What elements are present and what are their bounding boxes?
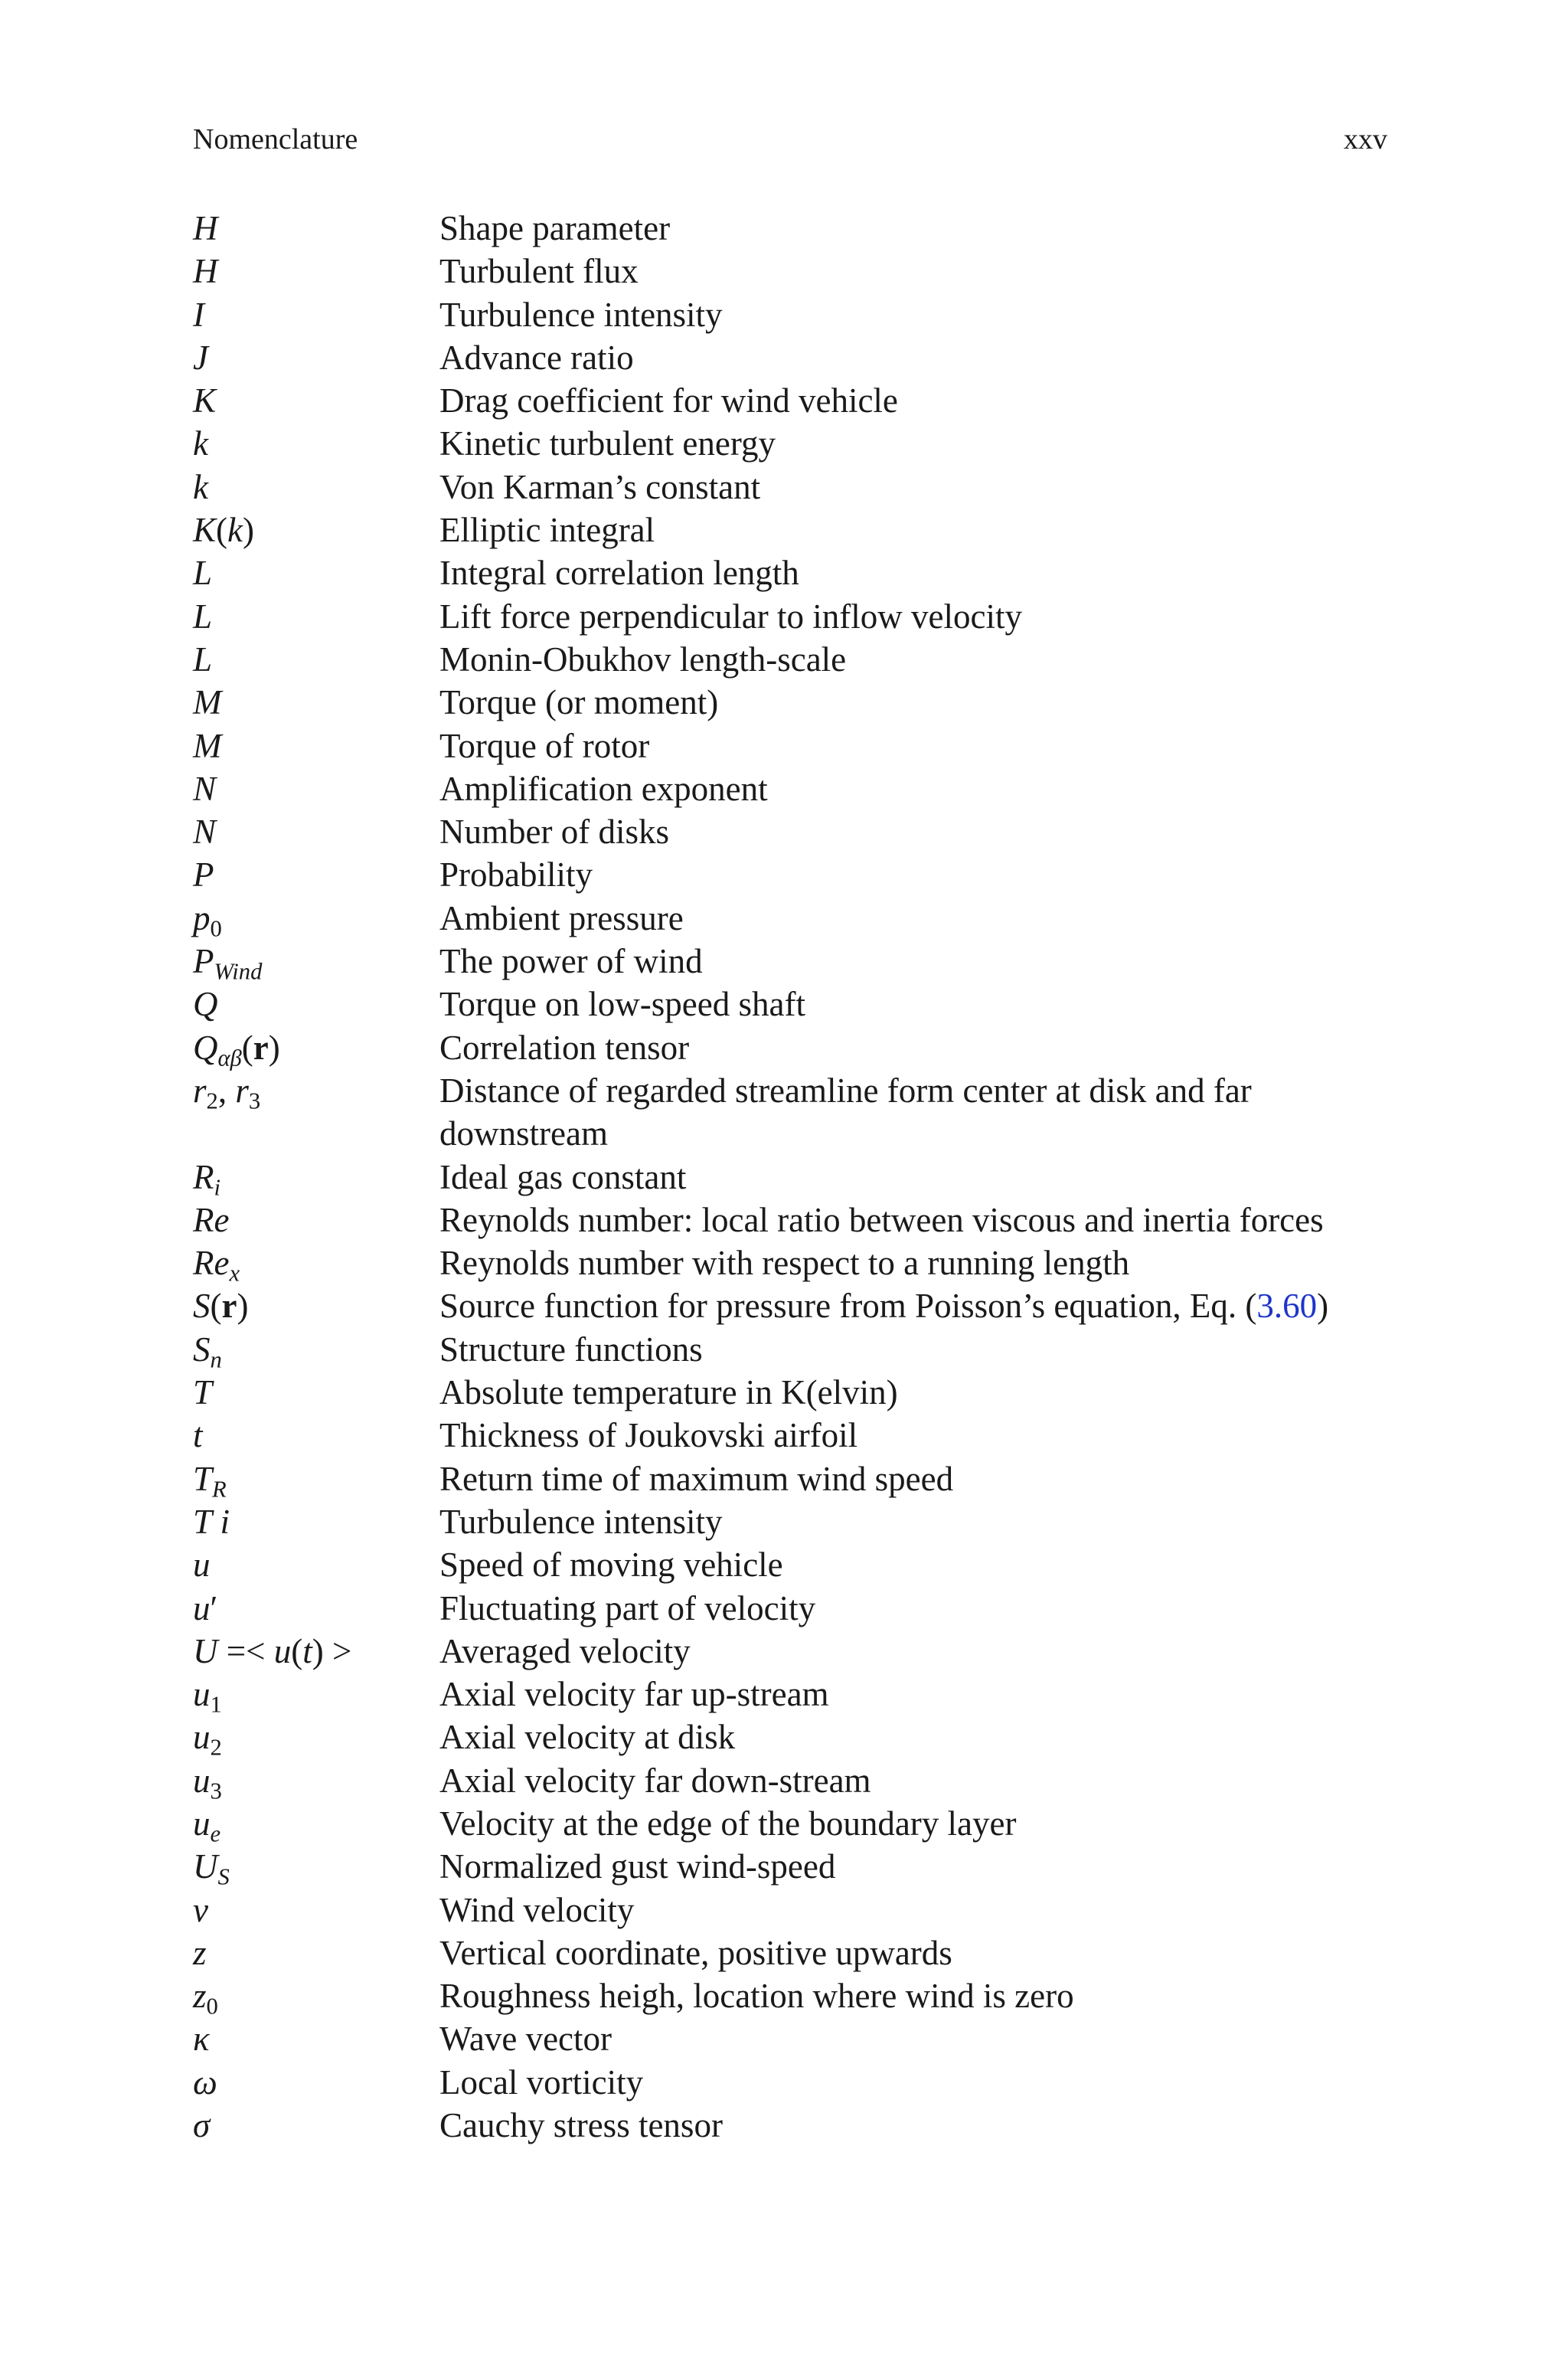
nomenclature-entry (193, 1457, 1387, 1503)
entry-description: Cauchy stress tensor (439, 2106, 723, 2145)
nomenclature-entry (193, 1500, 1387, 1543)
entry-description: Monin-Obukhov length-scale (439, 639, 847, 679)
nomenclature-entry (193, 853, 1387, 896)
entry-symbol: $u_1$ (193, 1675, 222, 1718)
entry-description: Reynolds number with respect to a running length (439, 1244, 1130, 1283)
nomenclature-entry (193, 810, 1387, 853)
entry-description: Fluctuating part of velocity (439, 1588, 816, 1627)
entry-description: Thickness of Joukovski airfoil (439, 1416, 858, 1455)
nomenclature-entry (193, 725, 1387, 767)
nomenclature-entry (193, 1241, 1387, 1287)
entry-description: Turbulence intensity (439, 295, 723, 334)
nomenclature-entry (193, 595, 1387, 638)
equation-reference-link[interactable]: 3.60 (1256, 1287, 1318, 1326)
nomenclature-entry (193, 466, 1387, 509)
entry-symbol: ω (193, 2062, 217, 2102)
entry-symbol: σ (193, 2106, 211, 2145)
entry-symbol: k (193, 467, 208, 506)
nomenclature-entry (193, 1974, 1387, 2020)
nomenclature-entry (193, 2017, 1387, 2060)
nomenclature-entry (193, 1199, 1387, 1241)
nomenclature-entry (193, 681, 1387, 724)
entry-description: Number of disks (439, 813, 669, 852)
entry-description-continuation: downstream (439, 1114, 608, 1153)
entry-symbol: κ (193, 2020, 210, 2059)
running-header (193, 123, 1387, 162)
entry-description (439, 1284, 1387, 1327)
entry-symbol: $Q_{\alpha\beta}(r)$ (193, 1028, 280, 1071)
entry-description: Speed of moving vehicle (439, 1546, 783, 1585)
entry-symbol: K(k) (193, 511, 254, 550)
entry-symbol: N (193, 769, 217, 808)
entry-symbol: S(r) (193, 1287, 249, 1326)
section-title: Nomenclature (193, 123, 358, 155)
entry-description: Return time of maximum wind speed (439, 1459, 954, 1498)
entry-symbol: t (193, 1416, 203, 1455)
nomenclature-entry (193, 1759, 1387, 1802)
nomenclature-entry (193, 983, 1387, 1025)
entry-description-text: Source function for pressure from Poisson’s equation, Eq. ( (439, 1287, 1257, 1326)
entry-symbol: K (193, 381, 217, 420)
entry-description: Turbulent flux (439, 252, 639, 291)
entry-description: Torque (or moment) (439, 683, 719, 722)
entry-symbol: U =< u(t) > (193, 1631, 352, 1670)
entry-description: Lift force perpendicular to inflow velocity (439, 597, 1022, 636)
entry-symbol: $r_2$, $r_3$ (193, 1071, 261, 1114)
entry-description: Roughness heigh, location where wind is zero (439, 1977, 1074, 2016)
entry-symbol: $p_0$ (193, 898, 222, 942)
nomenclature-entry (193, 1889, 1387, 1932)
entry-description: Absolute temperature in K(elvin) (439, 1373, 898, 1412)
entry-description-suffix: ) (1317, 1287, 1329, 1326)
entry-description: Kinetic turbulent energy (439, 424, 776, 463)
entry-symbol: P (193, 855, 214, 895)
page-number: xxv (1344, 123, 1387, 155)
entry-description: Wind velocity (439, 1890, 635, 1929)
entry-description: Integral correlation length (439, 554, 799, 593)
nomenclature-entry (193, 1932, 1387, 1974)
entry-symbol: u (193, 1546, 211, 1585)
entry-symbol: L (193, 554, 213, 593)
nomenclature-entry (193, 1630, 1387, 1673)
nomenclature-entry (193, 1414, 1387, 1457)
nomenclature-entry (193, 422, 1387, 465)
entry-description: Ideal gas constant (439, 1157, 687, 1196)
nomenclature-entry (193, 379, 1387, 422)
entry-symbol: $u_e$ (193, 1804, 221, 1847)
nomenclature-entry (193, 1371, 1387, 1414)
entry-description: Torque of rotor (439, 726, 650, 765)
entry-symbol: k (193, 424, 208, 463)
nomenclature-entry (193, 250, 1387, 293)
entry-description: Correlation tensor (439, 1028, 690, 1067)
entry-description: Vertical coordinate, positive upwards (439, 1933, 952, 1972)
nomenclature-entry (193, 1026, 1387, 1069)
nomenclature-entry (193, 1716, 1387, 1761)
entry-description: Axial velocity at disk (439, 1718, 736, 1757)
entry-description: The power of wind (439, 942, 703, 981)
entry-description: Probability (439, 855, 593, 895)
entry-description: Averaged velocity (439, 1631, 691, 1670)
entry-symbol: T i (193, 1502, 230, 1541)
entry-description: Amplification exponent (439, 769, 768, 808)
nomenclature-entry (193, 1802, 1387, 1845)
entry-symbol: L (193, 597, 213, 636)
entry-description: Reynolds number: local ratio between viscous and inertia forces (439, 1200, 1324, 1239)
entry-symbol: M (193, 726, 222, 765)
entry-description (439, 1069, 1387, 1156)
entry-description: Advance ratio (439, 338, 634, 377)
nomenclature-list (193, 207, 1387, 2147)
entry-symbol: $u_3$ (193, 1761, 222, 1804)
entry-symbol: $P_{Wind}$ (193, 942, 263, 985)
entry-description: Structure functions (439, 1330, 703, 1369)
entry-symbol: H (193, 252, 218, 291)
entry-symbol: $Re_x$ (193, 1244, 240, 1287)
nomenclature-entry (193, 940, 1387, 983)
nomenclature-entry (193, 1328, 1387, 1371)
nomenclature-entry (193, 1543, 1387, 1586)
entry-symbol: M (193, 683, 222, 722)
nomenclature-entry (193, 1845, 1387, 1888)
entry-symbol: H (193, 209, 218, 247)
entry-symbol: $z_0$ (193, 1977, 218, 2020)
entry-description: Normalized gust wind-speed (439, 1847, 836, 1886)
entry-symbol: $R_i$ (193, 1157, 220, 1201)
entry-description: Torque on low-speed shaft (439, 985, 805, 1024)
entry-description: Wave vector (439, 2020, 612, 2059)
entry-symbol: $S_n$ (193, 1330, 222, 1373)
entry-symbol: v (193, 1890, 208, 1929)
nomenclature-entry (193, 207, 1387, 250)
entry-symbol: Re (193, 1200, 230, 1239)
nomenclature-entry (193, 1069, 1387, 1156)
nomenclature-entry (193, 1587, 1387, 1630)
entry-description: Local vorticity (439, 2062, 644, 2102)
entry-symbol: $u_2$ (193, 1718, 222, 1761)
entry-symbol: J (193, 338, 208, 377)
entry-symbol: T (193, 1373, 213, 1412)
nomenclature-entry (193, 551, 1387, 594)
entry-description: Axial velocity far down-stream (439, 1761, 871, 1800)
nomenclature-entry (193, 2104, 1387, 2147)
nomenclature-entry (193, 1284, 1387, 1327)
nomenclature-entry (193, 336, 1387, 379)
entry-description: Elliptic integral (439, 511, 655, 550)
nomenclature-entry (193, 897, 1387, 940)
entry-symbol: $U_S$ (193, 1847, 230, 1890)
entry-symbol: u′ (193, 1588, 218, 1627)
entry-description: Shape parameter (439, 209, 671, 247)
entry-description: Ambient pressure (439, 898, 684, 937)
entry-description: Von Karman’s constant (439, 467, 761, 506)
entry-description-line: Distance of regarded streamline form center at disk and far (439, 1071, 1252, 1110)
entry-description: Turbulence intensity (439, 1502, 723, 1541)
nomenclature-entry (193, 509, 1387, 551)
nomenclature-entry (193, 293, 1387, 336)
entry-symbol: I (193, 295, 204, 334)
nomenclature-entry (193, 638, 1387, 681)
entry-symbol: $T_R$ (193, 1459, 227, 1503)
nomenclature-entry (193, 767, 1387, 810)
entry-symbol: z (193, 1933, 207, 1972)
nomenclature-entry (193, 1156, 1387, 1199)
entry-description: Velocity at the edge of the boundary layer (439, 1804, 1017, 1843)
entry-symbol: L (193, 639, 213, 679)
entry-symbol: N (193, 813, 217, 852)
nomenclature-entry (193, 1673, 1387, 1716)
nomenclature-entry (193, 2061, 1387, 2104)
entry-symbol: Q (193, 985, 218, 1024)
entry-description: Axial velocity far up-stream (439, 1675, 829, 1714)
entry-description: Drag coefficient for wind vehicle (439, 381, 898, 420)
